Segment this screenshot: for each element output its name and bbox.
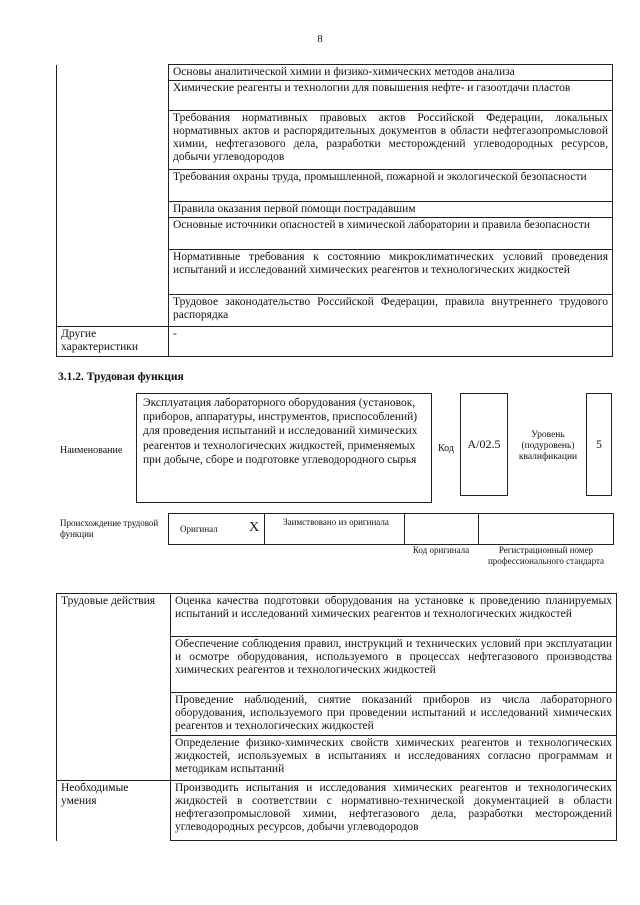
function-name-text: Эксплуатация лабораторного оборудования (установок, приборов, аппаратуры, инструментов, приспособлений) для проведения испытаний и исследований химических реагентов и технологических жидкостей, применяемых при добыче, сборе и подготовке углеводородного сырья	[143, 397, 418, 466]
labor-action-item: Оценка качества подготовки оборудования на установке к проведению планируемых испытаний и исследований химических реагентов и технологических жидкостей	[171, 594, 617, 637]
knowledge-table	[56, 64, 613, 357]
origin-divider	[478, 513, 479, 545]
origin-label: Происхождение трудовой функции	[60, 518, 159, 539]
origin-divider	[404, 513, 405, 545]
knowledge-label-cell	[57, 65, 169, 327]
original-mark: X	[249, 520, 260, 535]
knowledge-item: Химические реагенты и технологии для повышения нефте- и газоотдачи пластов	[169, 81, 613, 111]
name-label: Наименование	[60, 445, 123, 456]
other-characteristics-value: -	[169, 327, 613, 357]
code-label: Код	[438, 443, 454, 454]
qualification-level-label: Уровень (подуровень) квалификации	[518, 430, 578, 462]
knowledge-item: Правила оказания первой помощи пострадавшим	[169, 202, 613, 218]
knowledge-item: Трудовое законодательство Российской Федерации, правила внутреннего трудового распорядка	[169, 295, 613, 327]
labor-action-item: Определение физико-химических свойств химических реагентов и технологических жидкостей, используемых в испытаниях и исследованиях согласно программам и методикам испытаний	[171, 736, 617, 781]
knowledge-item: Нормативные требования к состоянию микроклиматических условий проведения испытаний и исследований химических реагентов и технологических жидкостей	[169, 250, 613, 295]
original-label: Оригинал	[180, 524, 218, 534]
other-characteristics-label: Другие характеристики	[57, 327, 169, 357]
actions-table	[56, 593, 617, 841]
section-heading: 3.1.2. Трудовая функция	[58, 371, 184, 383]
origin-divider	[264, 513, 265, 545]
code-value-box	[460, 393, 508, 496]
labor-action-item: Обеспечение соблюдения правил, инструкций и технических условий при эксплуатации и осмотре оборудования, используемого в процессах нефтегазового производства химических реагентов и технологических жидкостей	[171, 637, 617, 693]
knowledge-item: Требования охраны труда, промышленной, пожарной и экологической безопасности	[169, 170, 613, 202]
reg-number-caption: Регистрационный номер профессионального стандарта	[487, 545, 605, 566]
labor-action-item: Проведение наблюдений, снятие показаний приборов из числа лабораторного оборудования, используемого при проведении испытаний и исследований химических реагентов и технологических жидкостей	[171, 693, 617, 736]
knowledge-item: Требования нормативных правовых актов Российской Федерации, локальных нормативных актов и распорядительных документов в области нефтегазопромысловой химии, нефтегазового дела, разработки месторождений углеводородных ресурсов, добычи углеводородов	[169, 111, 613, 170]
borrowed-label: Заимствовано из оригинала	[283, 517, 389, 527]
skills-label: Необходимые умения	[57, 781, 171, 841]
knowledge-item: Основы аналитической химии и физико-химических методов анализа	[169, 65, 613, 81]
code-value: A/02.5	[467, 437, 501, 451]
labor-actions-label: Трудовые действия	[57, 594, 171, 781]
function-name-box	[136, 393, 432, 503]
qualification-level-box	[586, 393, 612, 496]
page-number: 8	[317, 33, 323, 45]
knowledge-item: Основные источники опасностей в химической лаборатории и правила безопасности	[169, 218, 613, 250]
origin-code-caption: Код оригинала	[412, 545, 470, 555]
skill-item: Производить испытания и исследования химических реагентов и технологических жидкостей в соответствии с нормативно-технической документацией в области нефтегазопромысловой химии, нефтегазового дела, разработки месторождений углеводородных ресурсов, добычи углеводородов	[171, 781, 617, 841]
qualification-level-value: 5	[596, 437, 602, 451]
